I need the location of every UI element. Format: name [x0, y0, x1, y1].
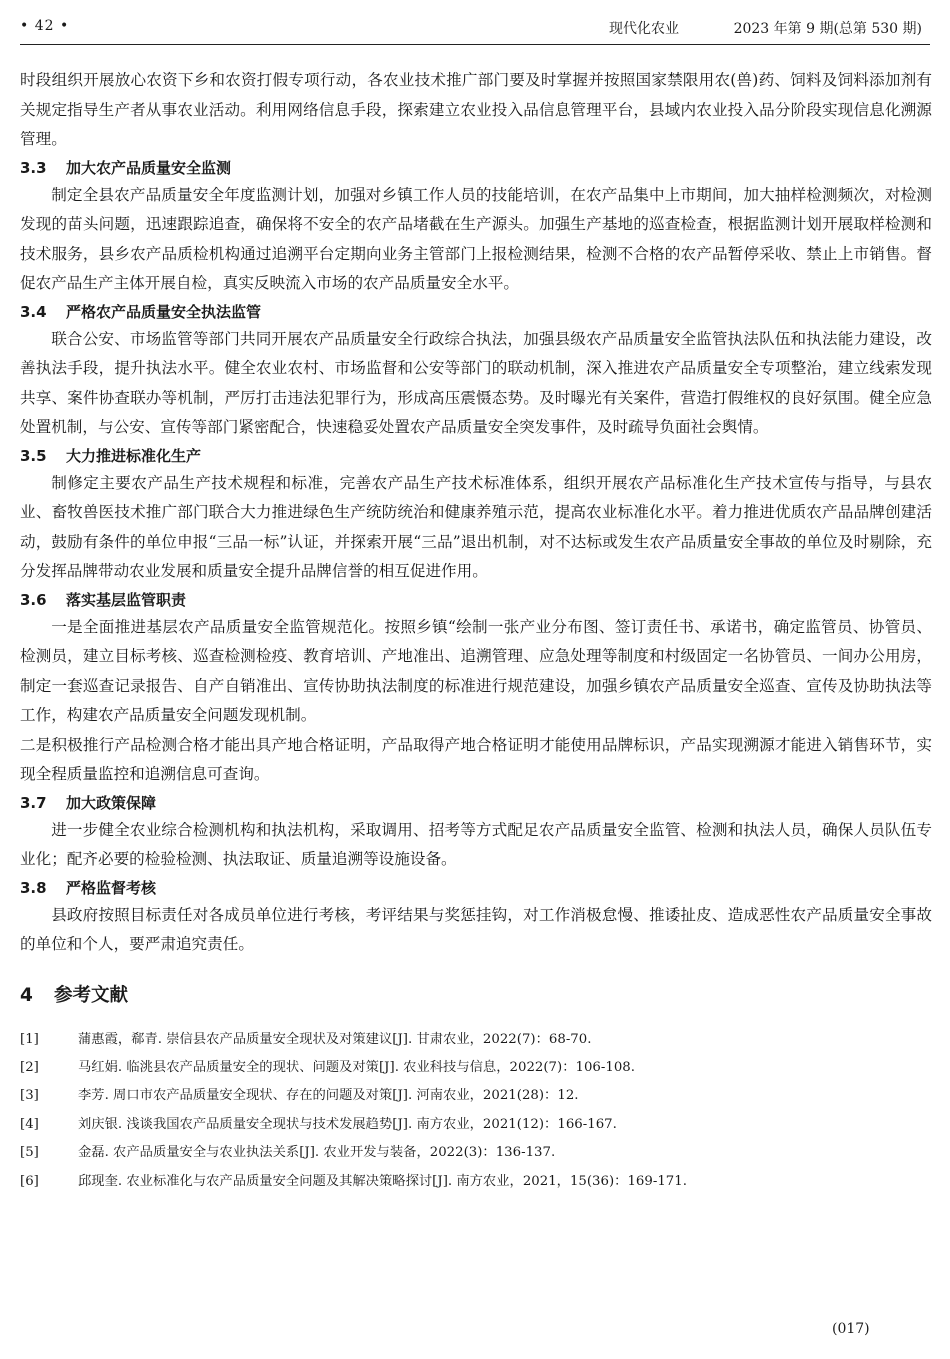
section-heading-3-7	[20, 790, 932, 816]
references-title: 参考文献	[54, 984, 129, 1006]
section-number: 3.4	[20, 302, 47, 321]
references-number: 4	[20, 984, 33, 1006]
reference-index: [4]	[20, 1116, 39, 1132]
section-paragraph: 进一步健全农业综合检测机构和执法机构，采取调用、招考等方式配足农产品质量安全监管、检测和执法人员，确保人员队伍专业化；配齐必要的检验检测、执法取证、质量追溯等设施设备。	[20, 820, 932, 868]
section-title: 加大农产品质量安全监测	[66, 158, 232, 177]
issue-info: 2023 年第 9 期(总第 530 期)	[733, 21, 922, 37]
section-paragraph: 县政府按照目标责任对各成员单位进行考核，考评结果与奖惩挂钩，对工作消极怠慢、推诿扯皮、造成恶性农产品质量安全事故的单位和个人，要严肃追究责任。	[20, 905, 932, 953]
reference-item	[20, 1054, 932, 1082]
reference-text: 金磊. 农产品质量安全与农业执法关系[J]. 农业开发与装备，2022(3)：136-137.	[78, 1145, 556, 1161]
reference-item	[20, 1139, 932, 1167]
section-heading-3-6	[20, 587, 932, 613]
lead-paragraph: 时段组织开展放心农资下乡和农资打假专项行动，各农业技术推广部门要及时掌握并按照国家禁限用农(兽)药、饲料及饲料添加剂有关规定指导生产者从事农业活动。利用网络信息手段，探索建立农业投入品信息管理平台，县域内农业投入品分阶段实现信息化溯源管理。	[20, 71, 932, 148]
reference-item	[20, 1111, 932, 1139]
reference-index: [5]	[20, 1145, 39, 1161]
article-body	[20, 66, 932, 1196]
reference-text: 李芳. 周口市农产品质量安全现状、存在的问题及对策[J]. 河南农业，2021(28)：12.	[78, 1088, 579, 1104]
section-title: 严格农产品质量安全执法监管	[66, 302, 262, 321]
reference-item	[20, 1082, 932, 1110]
section-title: 大力推进标准化生产	[66, 446, 202, 465]
reference-index: [2]	[20, 1059, 39, 1075]
section-title: 加大政策保障	[66, 793, 157, 812]
journal-title: 现代化农业	[609, 21, 679, 37]
reference-index: [1]	[20, 1031, 39, 1047]
running-header	[20, 14, 930, 45]
reference-item	[20, 1168, 932, 1196]
section-paragraph: 一是全面推进基层农产品质量安全监管规范化。按照乡镇“绘制一张产业分布图、签订责任书、承诺书，确定监管员、协管员、检测员，建立目标考核、巡查检测检疫、教育培训、产地准出、追溯管理、应急处理等制度和村级固定一名协管员、一间办公用房，制定一套巡查记录报告、自产自销准出、宣传协助执法制度的标准进行规范建设，加强乡镇农产品质量安全巡查、宣传及协助执法等工作，构建农产品质量安全问题发现机制。	[20, 617, 932, 724]
section-number: 3.5	[20, 446, 47, 465]
section-number: 3.3	[20, 158, 47, 177]
references-heading	[20, 982, 932, 1010]
section-paragraph-continued: 二是积极推行产品检测合格才能出具产地合格证明，产品取得产地合格证明才能使用品牌标识，产品实现溯源才能进入销售环节，实现全程质量监控和追溯信息可查询。	[20, 735, 932, 783]
reference-item	[20, 1026, 932, 1054]
page-footer-code: (017)	[832, 1321, 870, 1337]
section-title: 严格监督考核	[66, 878, 157, 897]
section-paragraph: 制修定主要农产品生产技术规程和标准，完善农产品生产技术标准体系，组织开展农产品标准化生产技术宣传与指导，与县农业、畜牧兽医技术推广部门联合大力推进绿色生产统防统治和健康养殖示范，提高农业标准化水平。着力推进优质农产品品牌创建活动，鼓励有条件的单位申报“三品一标”认证，并探索开展“三品”退出机制，对不达标或发生农产品质量安全事故的单位及时剔除，充分发挥品牌带动农业发展和质量安全提升品牌信誉的相互促进作用。	[20, 473, 932, 580]
section-number: 3.8	[20, 878, 47, 897]
section-heading-3-5	[20, 443, 932, 469]
reference-text: 马红娟. 临洮县农产品质量安全的现状、问题及对策[J]. 农业科技与信息，2022(7)：106-108.	[78, 1059, 635, 1075]
section-heading-3-3	[20, 155, 932, 181]
reference-index: [6]	[20, 1173, 39, 1189]
section-paragraph: 联合公安、市场监管等部门共同开展农产品质量安全行政综合执法，加强县级农产品质量安全监管执法队伍和执法能力建设，改善执法手段，提升执法水平。健全农业农村、市场监督和公安等部门的联动机制，深入推进农产品质量安全专项整治，建立线索发现共享、案件协查联办等机制，严厉打击违法犯罪行为，形成高压震慑态势。及时曝光有关案件，营造打假维权的良好氛围。健全应急处置机制，与公安、宣传等部门紧密配合，快速稳妥处置农产品质量安全突发事件，及时疏导负面社会舆情。	[20, 329, 932, 436]
section-heading-3-4	[20, 299, 932, 325]
reference-index: [3]	[20, 1088, 39, 1104]
reference-text: 蒲惠霞，郗青. 崇信县农产品质量安全现状及对策建议[J]. 甘肃农业，2022(7)：68-70.	[78, 1031, 592, 1047]
reference-text: 邱现奎. 农业标准化与农产品质量安全问题及其解决策略探讨[J]. 南方农业，2021，15(36)：169-171.	[78, 1173, 687, 1189]
section-number: 3.7	[20, 793, 47, 812]
references-list	[20, 1026, 932, 1196]
section-heading-3-8	[20, 875, 932, 901]
section-number: 3.6	[20, 590, 47, 609]
page-number: • 42 •	[20, 18, 70, 34]
section-title: 落实基层监管职责	[66, 590, 187, 609]
section-paragraph: 制定全县农产品质量安全年度监测计划，加强对乡镇工作人员的技能培训，在农产品集中上市期间，加大抽样检测频次，对检测发现的苗头问题，迅速跟踪追查，确保将不安全的农产品堵截在生产源头。加强生产基地的巡查检查，根据监测计划开展取样检测和技术服务，县乡农产品质检机构通过追溯平台定期向业务主管部门上报检测结果，检测不合格的农产品暂停采收、禁止上市销售。督促农产品生产主体开展自检，真实反映流入市场的农产品质量安全水平。	[20, 185, 932, 292]
reference-text: 刘庆银. 浅谈我国农产品质量安全现状与技术发展趋势[J]. 南方农业，2021(12)：166-167.	[78, 1116, 617, 1132]
